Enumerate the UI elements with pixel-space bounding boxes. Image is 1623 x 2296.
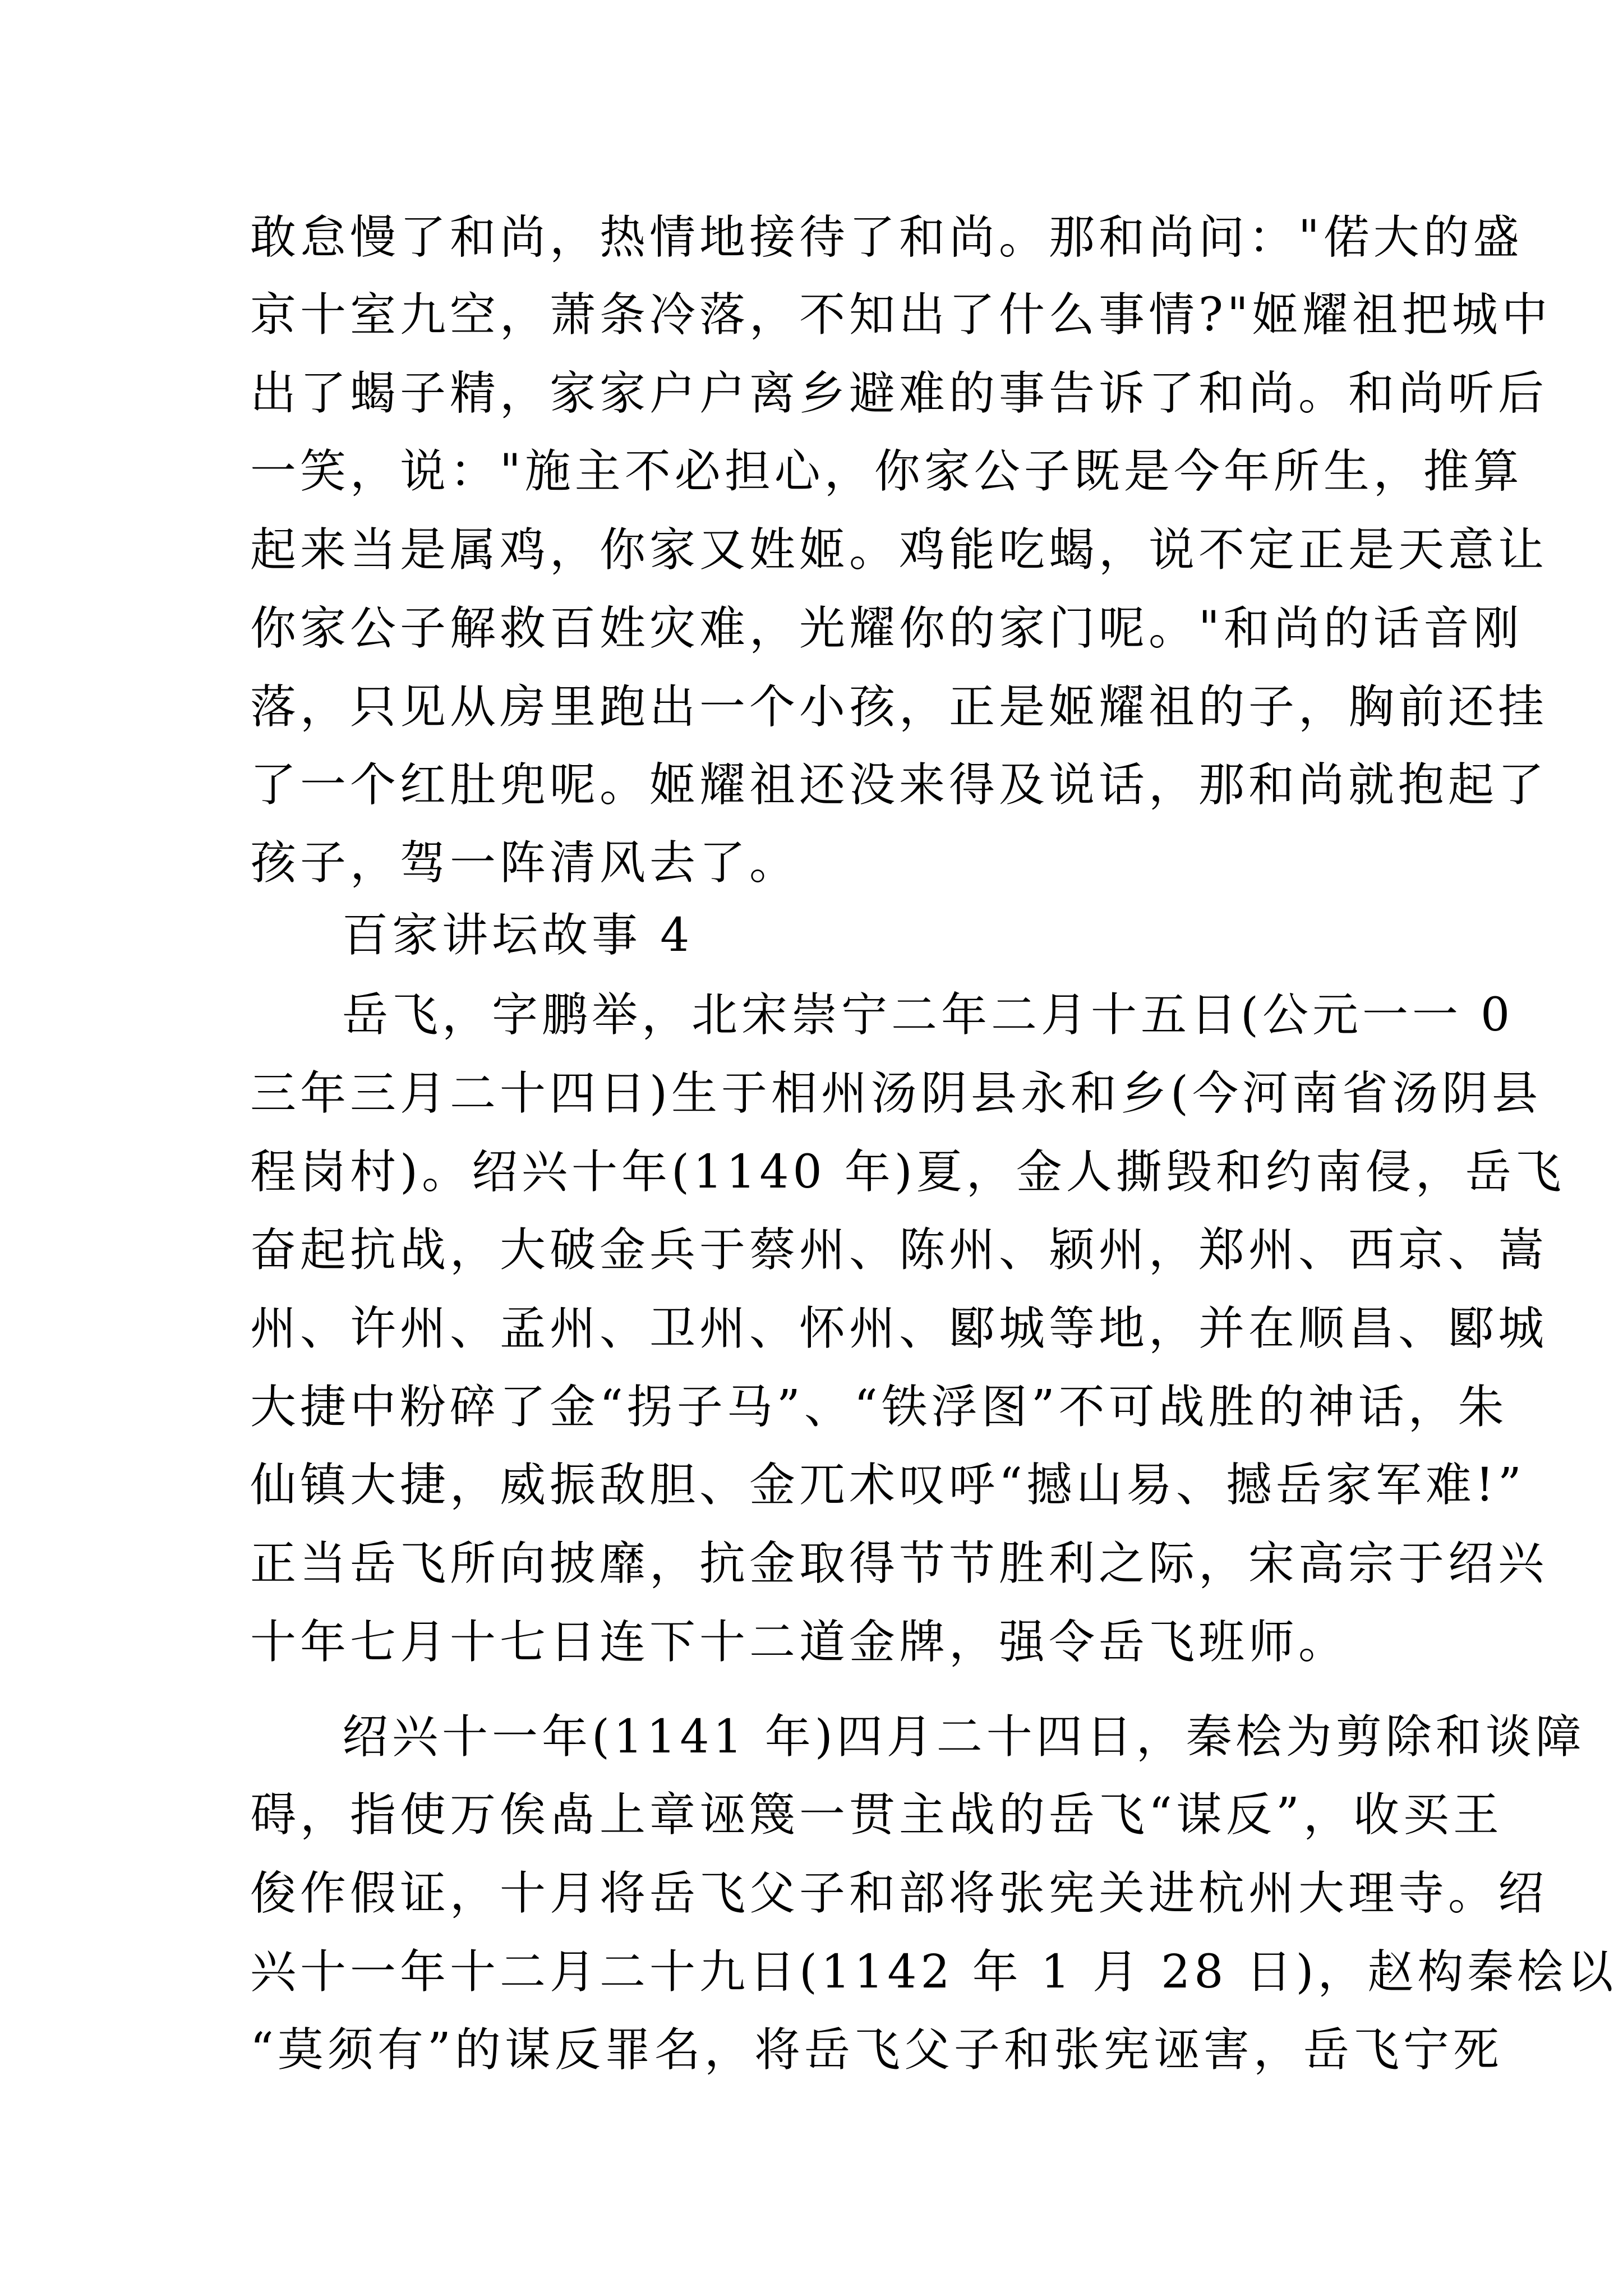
text-line: 碍，指使万俟卨上章诬篾一贯主战的岳飞“谋反”，收买王 — [250, 1788, 1503, 1842]
text-line: 兴十一年十二月二十九日(1142 年 1 月 28 日)，赵构秦桧以 — [250, 1945, 1617, 1999]
section-heading: 百家讲坛故事 4 — [342, 909, 694, 962]
text-line: 敢怠慢了和尚，热情地接待了和尚。那和尚问："偌大的盛 — [250, 211, 1523, 264]
text-line: 奋起抗战，大破金兵于蔡州、陈州、颍州，郑州、西京、嵩 — [250, 1223, 1548, 1277]
text-line: 落，只见从房里跑出一个小孩，正是姬耀祖的子，胸前还挂 — [250, 680, 1548, 734]
text-line: 一笑，说："施主不必担心，你家公子既是今年所生，推算 — [250, 445, 1523, 498]
text-line: 三年三月二十四日)生于相州汤阴县永和乡(今河南省汤阴县 — [250, 1067, 1542, 1120]
text-line: 仙镇大捷，威振敌胆、金兀术叹呼“撼山易、撼岳家军难!” — [250, 1458, 1525, 1512]
text-line: 州、许州、孟州、卫州、怀州、郾城等地，并在顺昌、郾城 — [250, 1302, 1548, 1355]
text-line: 出了蝎子精，家家户户离乡避难的事告诉了和尚。和尚听后 — [250, 367, 1548, 420]
text-line: 绍兴十一年(1141 年)四月二十四日，秦桧为剪除和谈障 — [342, 1710, 1585, 1764]
text-line: 程岗村)。绍兴十年(1140 年)夏，金人撕毁和约南侵，岳飞 — [250, 1145, 1565, 1199]
text-line: 岳飞，字鹏举，北宋崇宁二年二月十五日(公元一一 0 — [342, 988, 1514, 1042]
text-line: 大捷中粉碎了金“拐子马”、“铁浮图”不可战胜的神话，朱 — [250, 1381, 1508, 1434]
text-line: 俊作假证，十月将岳飞父子和部将张宪关进杭州大理寺。绍 — [250, 1867, 1548, 1920]
text-line: 京十室九空，萧条冷落，不知出了什么事情?"姬耀祖把城中 — [250, 288, 1552, 342]
text-line: 正当岳飞所向披靡，抗金取得节节胜利之际，宋高宗于绍兴 — [250, 1537, 1548, 1590]
text-line: 你家公子解救百姓灾难，光耀你的家门呢。"和尚的话音刚 — [250, 602, 1523, 655]
text-line: “莫须有”的谋反罪名，将岳飞父子和张宪诬害，岳飞宁死 — [250, 2023, 1503, 2077]
text-line: 十年七月十七日连下十二道金牌，强令岳飞班师。 — [250, 1616, 1349, 1669]
text-line: 起来当是属鸡，你家又姓姬。鸡能吃蝎，说不定正是天意让 — [250, 523, 1548, 577]
text-line: 了一个红肚兜呢。姬耀祖还没来得及说话，那和尚就抱起了 — [250, 758, 1548, 812]
text-line: 孩子，驾一阵清风去了。 — [250, 836, 800, 890]
